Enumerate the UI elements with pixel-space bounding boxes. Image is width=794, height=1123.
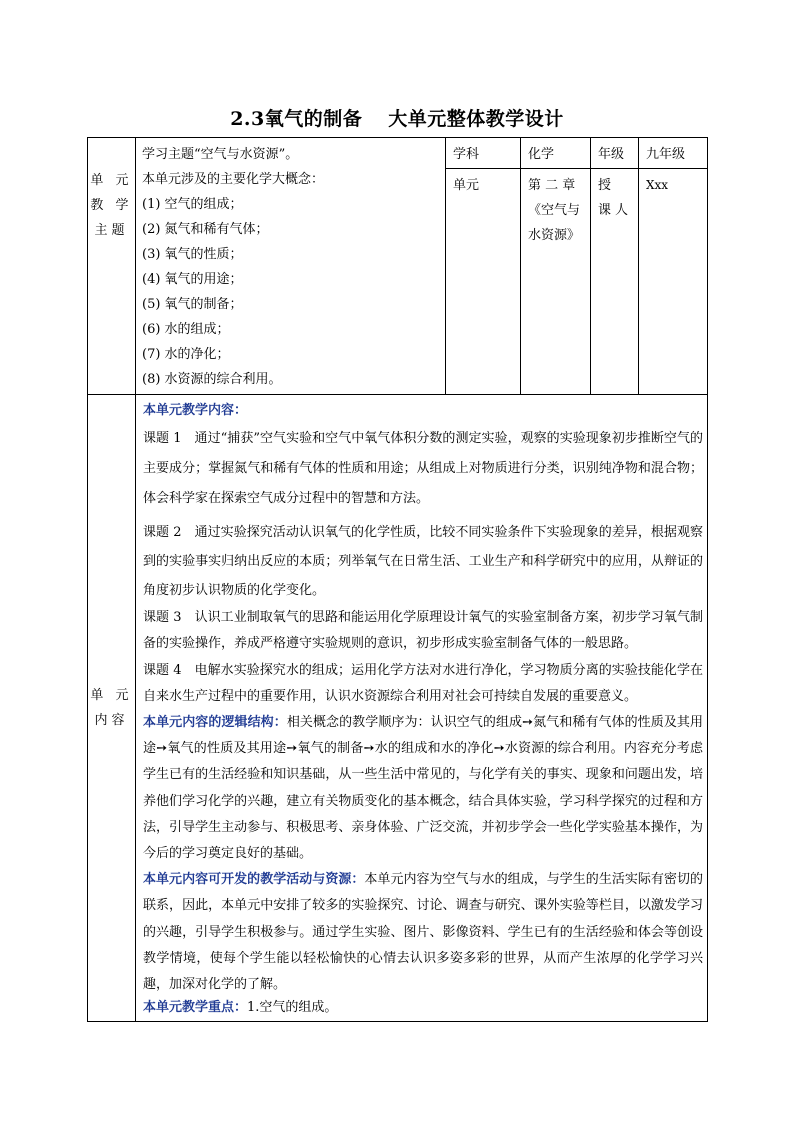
document-title bbox=[0, 104, 794, 131]
grade-value: 九年级 bbox=[639, 138, 708, 169]
activity-text: 本单元内容为空气与水的组成，与学生的生活实际有密切的联系，因此，本单元中安排了较多的实验探究、讨论、调查与研究、课外实验等栏目，以激发学习的兴趣，引导学生积极参与。通过学生实验、图片、影像资料、学生已有的生活经验和体会等创设教学情境，使每个学生能以轻松愉快的心情去认识多姿多彩的世界，从而产生浓厚的化学学习兴趣，加深对化学的了解。 bbox=[143, 872, 703, 993]
activity-heading: 本单元内容可开发的教学活动与资源： bbox=[143, 872, 365, 888]
unit-content-cell bbox=[136, 395, 708, 1022]
unit-theme-label-text: 单 元 教 学 主题 bbox=[90, 173, 133, 238]
unit-theme-label bbox=[88, 138, 136, 395]
lesson-2: 课题 2 通过实验探究活动认识氧气的化学性质，比较不同实验条件下实验现象的差异，根据观察到的实验事实归纳出反应的本质；列举氧气在日常生活、工业生产和科学研究中的应用，从辩证的角度初步认识物质的化学变化。 bbox=[143, 525, 703, 599]
logic-heading: 本单元内容的逻辑结构： bbox=[143, 715, 287, 731]
title-part1: 2.3氧气的制备 bbox=[230, 108, 363, 130]
concept-item: (1) 空气的组成； bbox=[142, 197, 243, 212]
grade-label: 年级 bbox=[591, 138, 639, 169]
concept-item: (4) 氧气的用途； bbox=[142, 272, 243, 287]
key-points-heading: 本单元教学重点： bbox=[143, 1000, 248, 1016]
lesson-1: 课题 1 通过“捕获”空气实验和空气中氧气体积分数的测定实验，观察的实验现象初步推断空气的主要成分；掌握氮气和稀有气体的性质和用途；从组成上对物质进行分类，识别纯净物和混合物；体会科学家在探索空气成分过程中的智慧和方法。 bbox=[143, 431, 703, 507]
concept-item: (2) 氮气和稀有气体； bbox=[142, 222, 269, 237]
lesson-3: 课题 3 认识工业制取氧气的思路和能运用化学原理设计氧气的实验室制备方案，初步学习氧气制备的实验操作，养成严格遵守实验规则的意识，初步形成实验室制备气体的一般思路。 bbox=[143, 610, 703, 652]
concept-item: (6) 水的组成； bbox=[142, 322, 230, 337]
unit-content-label-text: 单 元 内容 bbox=[90, 688, 133, 729]
design-table bbox=[87, 137, 708, 1022]
concept-item: (5) 氧气的制备； bbox=[142, 297, 243, 312]
concept-item: (3) 氧气的性质； bbox=[142, 247, 243, 262]
unit-label: 单元 bbox=[446, 168, 521, 394]
teacher-label: 授 课人 bbox=[591, 168, 639, 394]
teaching-content-heading: 本单元教学内容： bbox=[143, 403, 248, 418]
title-part2: 大单元整体教学设计 bbox=[388, 108, 564, 130]
subject-label: 学科 bbox=[446, 138, 521, 169]
unit-content-label bbox=[88, 395, 136, 1022]
concepts-intro: 本单元涉及的主要化学大概念： bbox=[142, 172, 325, 187]
teacher-value: Xxx bbox=[639, 168, 708, 394]
unit-value: 第 二 章《空气与水资源》 bbox=[521, 168, 591, 394]
concept-item: (7) 水的净化； bbox=[142, 347, 230, 362]
key-points-text: 1.空气的组成。 bbox=[247, 1000, 338, 1016]
subject-value: 化学 bbox=[521, 138, 591, 169]
concept-item: (8) 水资源的综合利用。 bbox=[142, 372, 282, 387]
lesson-4: 课题 4 电解水实验探究水的组成；运用化学方法对水进行净化，学习物质分离的实验技能化学在自来水生产过程中的重要作用，认识水资源综合利用对社会可持续自发展的重要意义。 bbox=[143, 662, 703, 704]
logic-text: 相关概念的教学顺序为：认识空气的组成➙氮气和稀有气体的性质及其用途➙氧气的性质及其用途➙氧气的制备➙水的组成和水的净化➙水资源的综合利用。内容充分考虑学生已有的生活经验和知识基础，从一些生活中常见的，与化学有关的事实、现象和问题出发，培养他们学习化学的兴趣，建立有关物质变化的基本概念，结合具体实验，学习科学探究的过程和方法，引导学生主动参与、积极思考、亲身体验、广泛交流，并初步学会一些化学实验基本操作，为今后的学习奠定良好的基础。 bbox=[143, 715, 703, 862]
theme-cell bbox=[136, 138, 446, 395]
theme-text: 学习主题“空气与水资源”。 bbox=[142, 147, 299, 162]
